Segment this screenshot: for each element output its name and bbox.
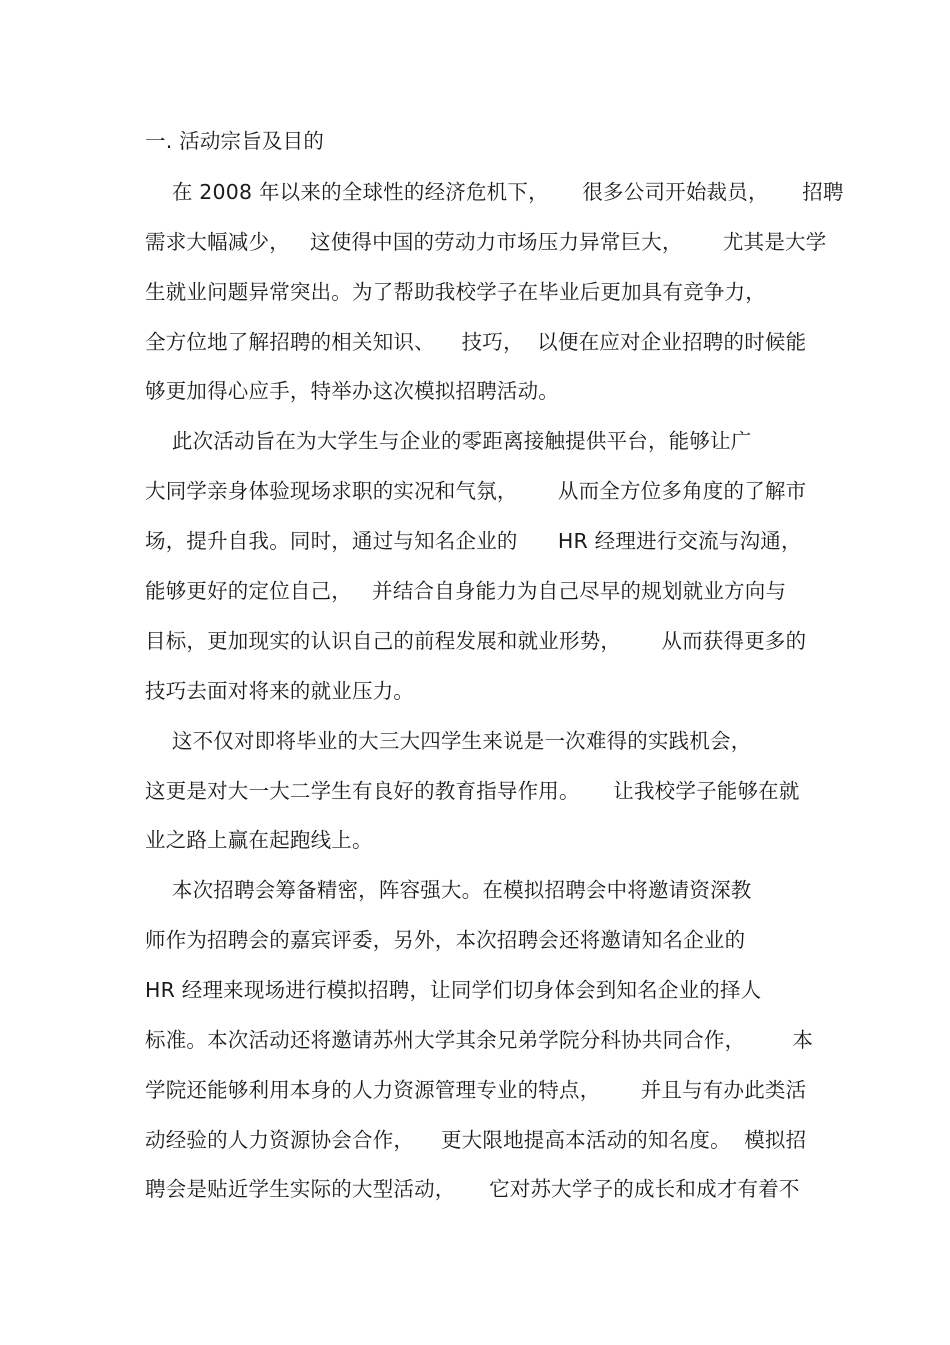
body-line-21: 聘会是贴近学生实际的大型活动， 它对苏大学子的成长和成才有着不 — [145, 1177, 800, 1201]
body-line-3: 生就业问题异常突出。为了帮助我校学子在毕业后更加具有竞争力， — [145, 280, 766, 304]
section-heading: 一. 活动宗旨及目的 — [145, 129, 325, 153]
body-line-10: 目标，更加现实的认识自己的前程发展和就业形势， 从而获得更多的 — [145, 629, 807, 653]
body-line-5: 够更加得心应手，特举办这次模拟招聘活动。 — [145, 379, 559, 403]
body-line-6: 此次活动旨在为大学生与企业的零距离接触提供平台，能够让广 — [145, 429, 752, 453]
body-line-11: 技巧去面对将来的就业压力。 — [145, 679, 415, 703]
body-line-7: 大同学亲身体验现场求职的实况和气氛， 从而全方位多角度的了解市 — [145, 479, 807, 503]
body-line-20: 动经验的人力资源协会合作， 更大限地提高本活动的知名度。 模拟招 — [145, 1128, 807, 1152]
body-line-19: 学院还能够利用本身的人力资源管理专业的特点， 并且与有办此类活 — [145, 1078, 807, 1102]
body-line-13: 这更是对大一大二学生有良好的教育指导作用。 让我校学子能够在就 — [145, 779, 800, 803]
body-line-2: 需求大幅减少， 这使得中国的劳动力市场压力异常巨大， 尤其是大学 — [145, 230, 827, 254]
body-line-9: 能够更好的定位自己， 并结合自身能力为自己尽早的规划就业方向与 — [145, 579, 787, 603]
body-line-8: 场，提升自我。同时，通过与知名企业的 HR 经理进行交流与沟通， — [145, 529, 802, 553]
body-line-1: 在 2008 年以来的全球性的经济危机下， 很多公司开始裁员， 招聘 — [145, 180, 844, 204]
body-line-12: 这不仅对即将毕业的大三大四学生来说是一次难得的实践机会， — [145, 729, 752, 753]
body-line-14: 业之路上赢在起跑线上。 — [145, 828, 373, 852]
body-line-16: 师作为招聘会的嘉宾评委，另外，本次招聘会还将邀请知名企业的 — [145, 928, 746, 952]
body-line-17: HR 经理来现场进行模拟招聘，让同学们切身体会到知名企业的择人 — [145, 978, 762, 1002]
body-line-18: 标准。本次活动还将邀请苏州大学其余兄弟学院分科协共同合作， 本 — [145, 1028, 814, 1052]
body-line-15: 本次招聘会筹备精密，阵容强大。在模拟招聘会中将邀请资深教 — [145, 878, 752, 902]
body-line-4: 全方位地了解招聘的相关知识、 技巧， 以便在应对企业招聘的时候能 — [145, 330, 807, 354]
